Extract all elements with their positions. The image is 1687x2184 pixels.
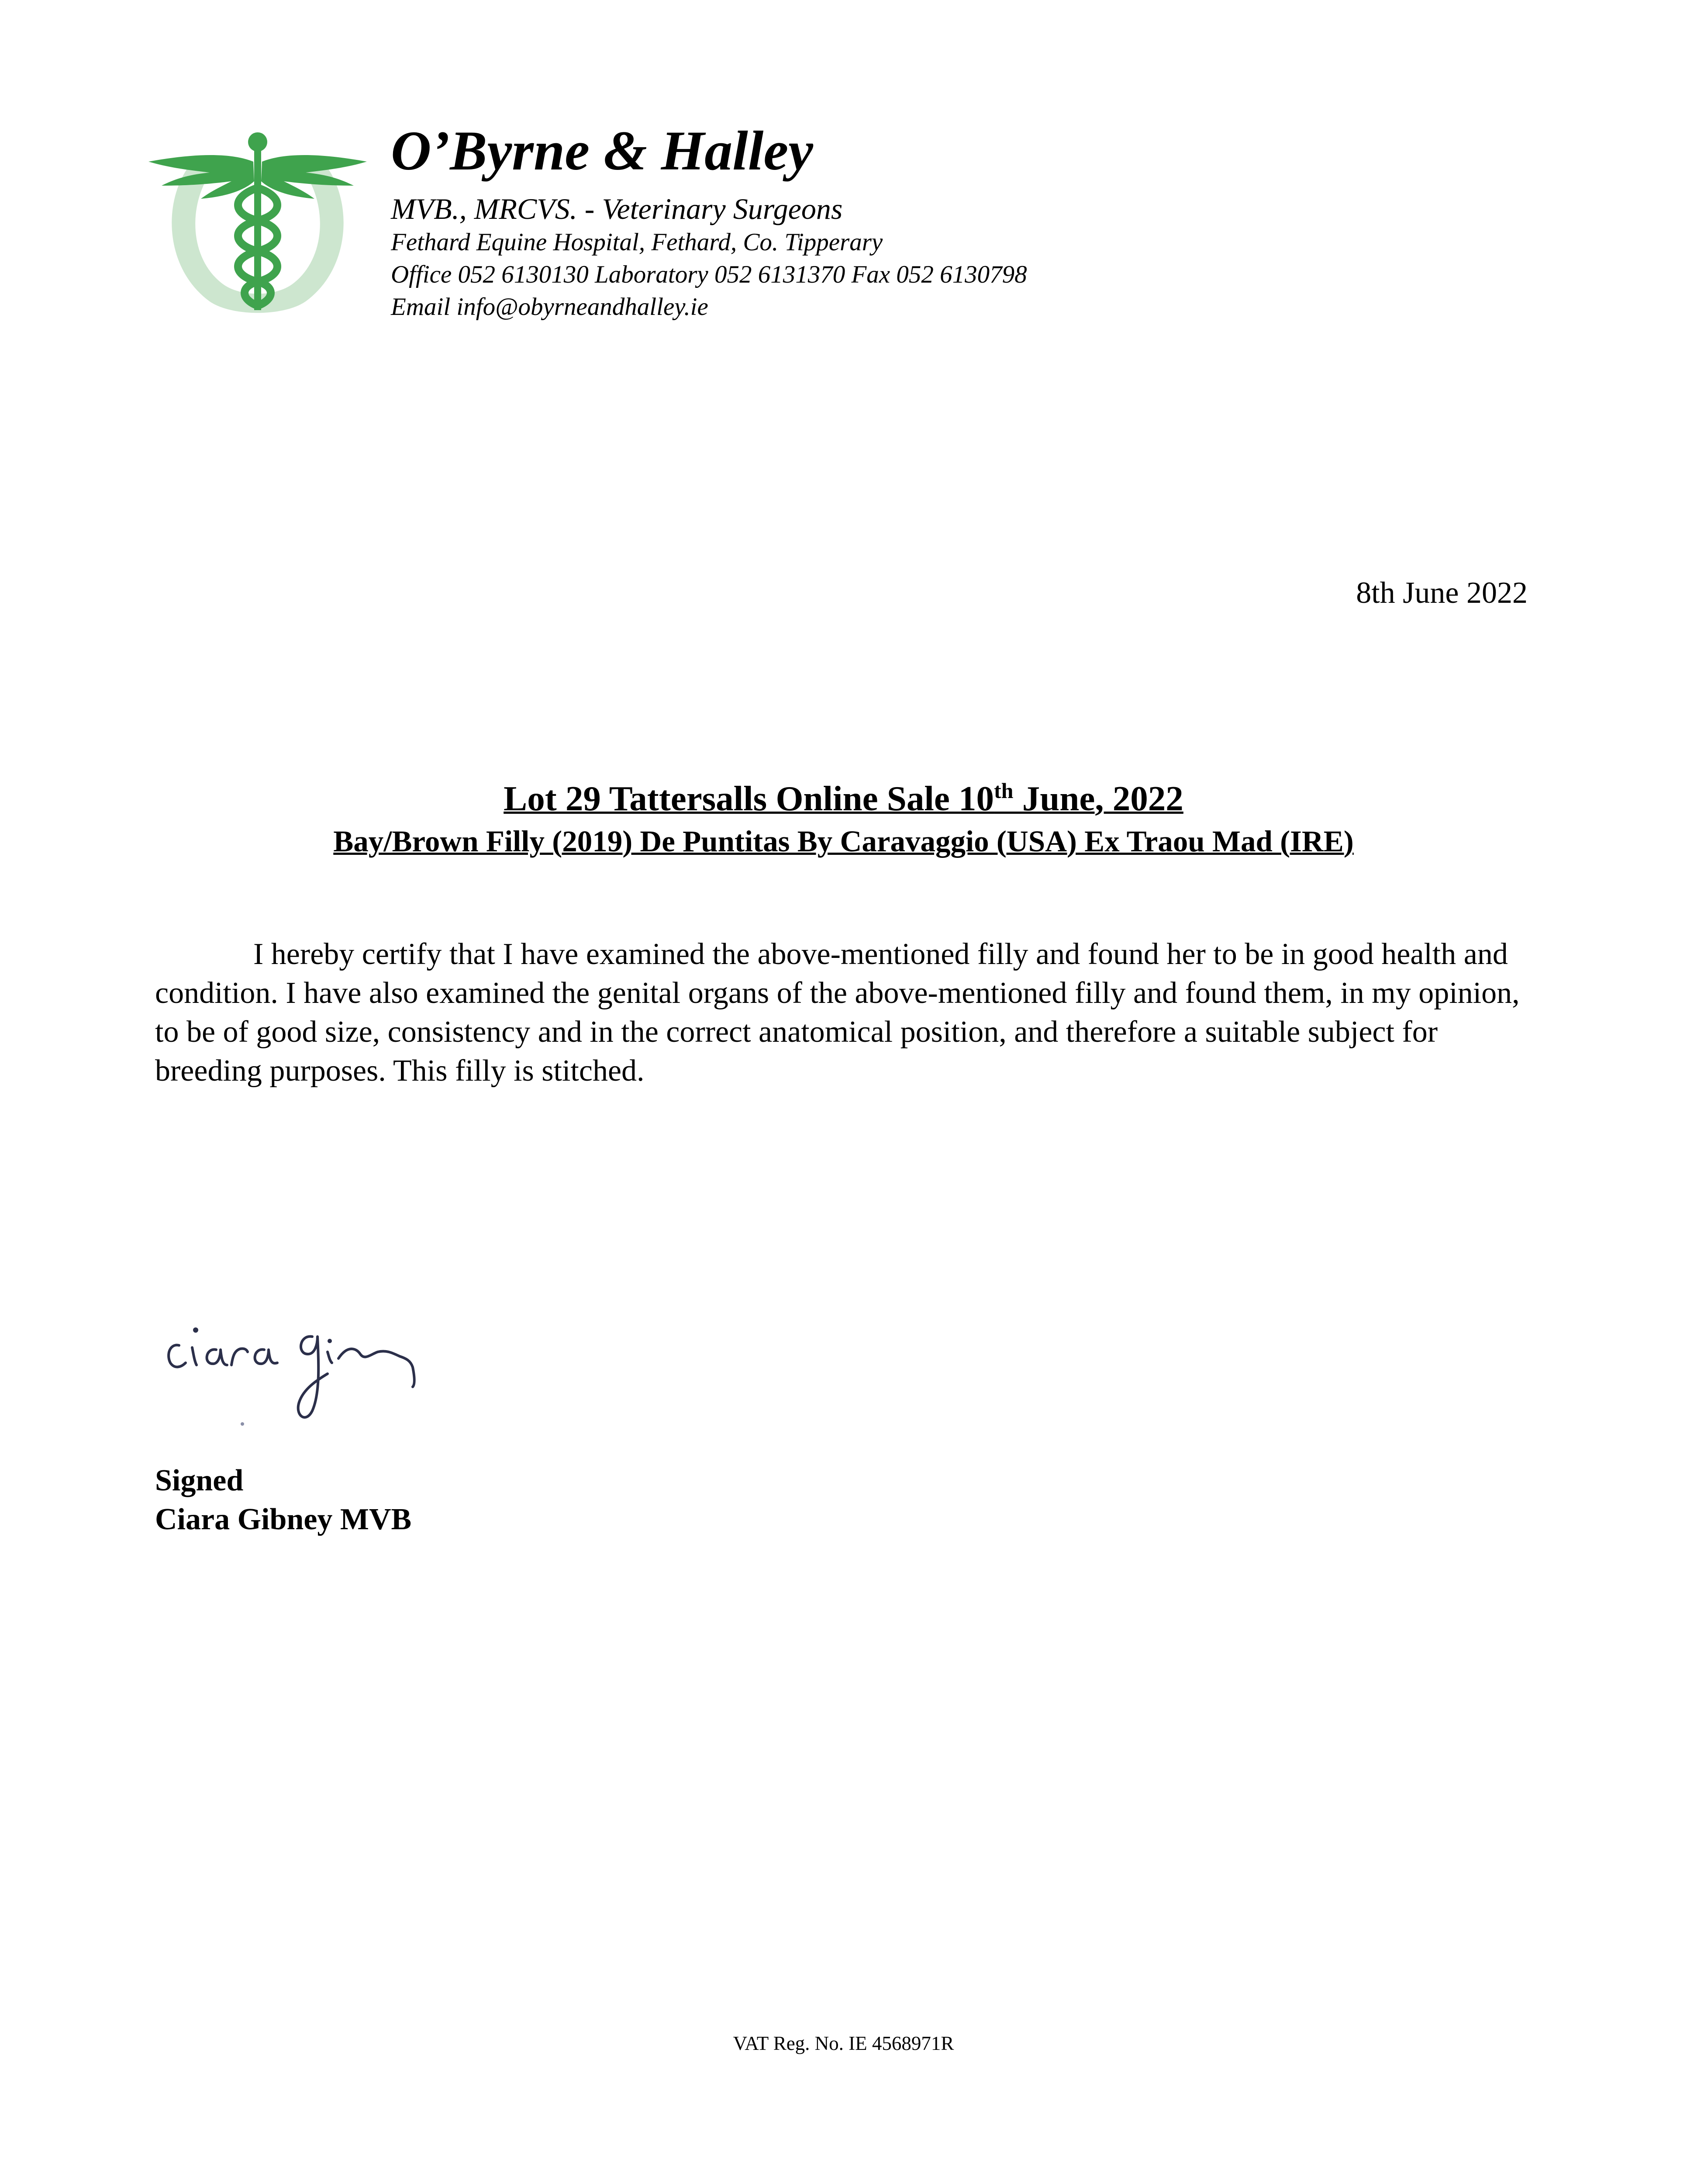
heading-line-2: Bay/Brown Filly (2019) De Puntitas By Caravaggio (USA) Ex Traou Mad (IRE) <box>333 825 1354 858</box>
certificate-paragraph: I hereby certify that I have examined the above-mentioned filly and found her to be in good health and condition. I have also examined the genital organs of the above-mentioned filly and found them, in my opinion, to be of good size, consistency and in the correct anatomical position, and therefore a suitable subject for breeding purposes. This filly is stitched. <box>155 937 1520 1088</box>
heading-line-1-suffix: June, 2022 <box>1013 779 1183 818</box>
vat-registration: VAT Reg. No. IE 4568971R <box>733 2032 954 2054</box>
signed-label: Signed <box>155 1464 244 1497</box>
caduceus-horseshoe-icon <box>144 127 371 328</box>
firm-qualifications: MVB., MRCVS. - Veterinary Surgeons <box>391 192 843 225</box>
firm-phones: Office 052 6130130 Laboratory 052 6131370 Fax 052 6130798 <box>391 261 1027 288</box>
letter-date: 8th June 2022 <box>1356 576 1528 610</box>
firm-name: O’Byrne & Halley <box>391 120 813 182</box>
firm-email: Email info@obyrneandhalley.ie <box>391 293 708 321</box>
signatory-name: Ciara Gibney MVB <box>155 1503 412 1536</box>
heading-line-1-prefix: Lot 29 Tattersalls Online Sale 10 <box>504 779 994 818</box>
firm-address: Fethard Equine Hospital, Fethard, Co. Tipperary <box>391 228 883 256</box>
handwritten-signature <box>155 1293 443 1433</box>
certificate-body <box>155 935 1531 1090</box>
signature-block <box>155 1461 411 1539</box>
certificate-heading <box>0 777 1687 862</box>
heading-line-1 <box>0 777 1687 820</box>
heading-line-1-superscript: th <box>994 778 1014 803</box>
letterhead <box>391 114 1027 323</box>
